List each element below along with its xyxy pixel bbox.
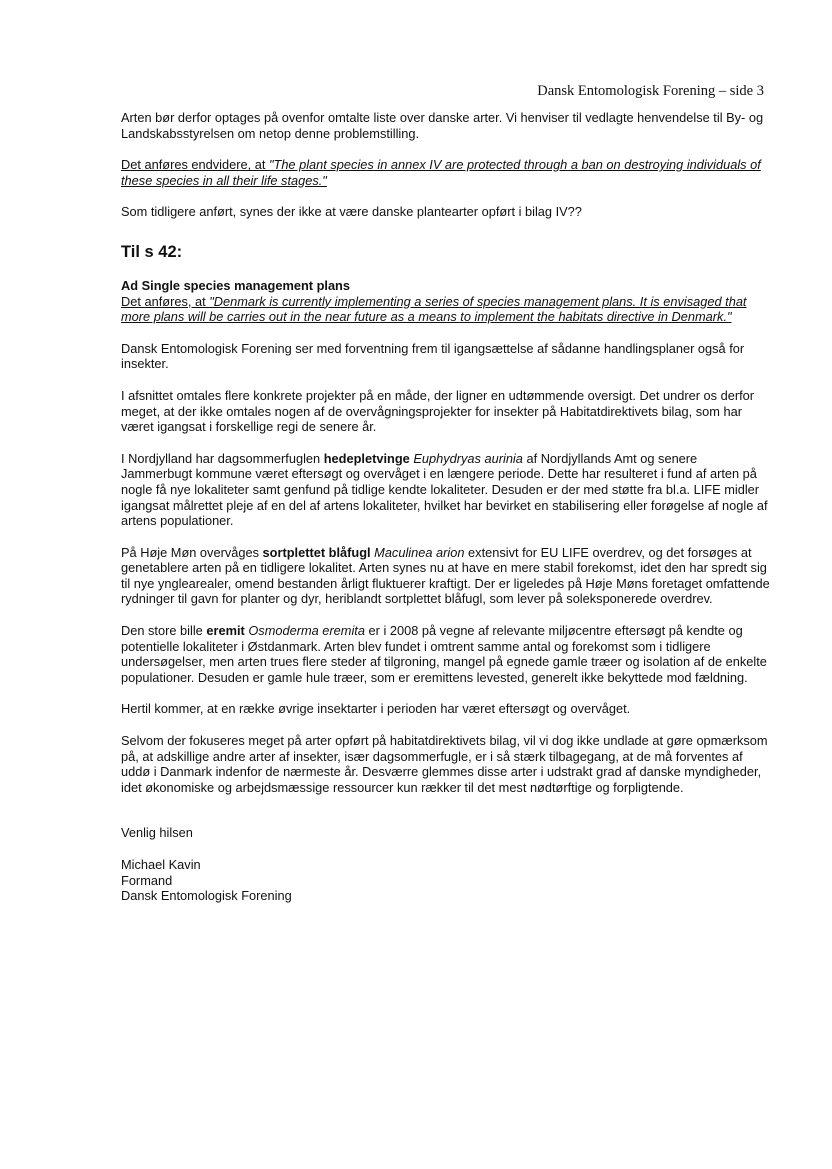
closing: Venlig hilsen <box>121 825 193 841</box>
paragraph-10: Hertil kommer, at en række øvrige insektarter i perioden har været eftersøgt og overvåget. <box>121 701 631 717</box>
paragraph-4-lead: Det anføres, at <box>121 293 210 309</box>
p9-text-a: Den store bille <box>121 623 207 639</box>
p7-text-b: af Nordjyllands Amt og senere Jammerbugt kommune været eftersøgt og overvåget i en længere periode. Dette har resulteret i fund af arten på nogle få nye lokaliteter samt genfund på tidlige kendte lokaliteter. Desuden er der med støtte fra bl.a. LIFE midler igangsat målrettet pleje af en del af artens lokaliteter, hvilket har bevirket en stabilisering eller forøgelse af nogle af artens populationer. <box>121 450 768 529</box>
paragraph-4-body <box>121 294 747 325</box>
p7-text-a: I Nordjylland har dagsommerfuglen <box>121 450 324 466</box>
paragraph-4 <box>121 278 771 325</box>
p9-text-b: er i 2008 på vegne af relevante miljøcentre eftersøgt på kendte og potentielle lokaliteter i Østdanmark. Arten blev fundet i omtrent samme antal og forekomst som i tidligere undersøgelser, men arten trues flere steder af tilgroning, mangel på egnede gamle træer og isolation af de enkelte populationer. Desuden er gamle hule træer, som er eremittens levested, generelt ikke bekyttede mod fældning. <box>121 623 767 685</box>
signer-name: Michael Kavin <box>121 857 201 872</box>
section-title: Til s 42: <box>121 242 183 261</box>
paragraph-5: Dansk Entomologisk Forening ser med forventning frem til igangsættelse af sådanne handlingsplaner også for insekter. <box>121 340 745 372</box>
paragraph-7 <box>121 451 771 529</box>
p9-species-name: eremit <box>206 623 245 639</box>
p8-text-a: På Høje Møn overvåges <box>121 544 263 560</box>
paragraph-11: Selvom der fokuseres meget på arter opført på habitatdirektivets bilag, vil vi dog ikke undlade at gøre opmærksom på, at adskillige andre arter af insekter, især dagsommerfugle, er i så stærk tilbagegang, at de må forventes af uddø i Danmark indenfor de nærmeste år. Desværre glemmes disse arter i udstrakt grad af danske myndigheder, idet økonomiske og arbejdsmæssige ressourcer kun rækker til det mest nødtørftige og forpligtende. <box>121 733 768 795</box>
paragraph-1: Arten bør derfor optages på ovenfor omtalte liste over danske arter. Vi henviser til vedlagte henvendelse til By- og Landskabsstyrelsen om netop denne problemstilling. <box>121 110 764 141</box>
paragraph-3: Som tidligere anført, synes der ikke at være danske plantearter opført i bilag IV?? <box>121 204 582 220</box>
p7-species-name: hedepletvinge <box>323 450 410 466</box>
p7-latin-name: Euphydryas aurinia <box>413 450 523 466</box>
paragraph-4-quote: "Denmark is currently implementing a series of species management plans. It is envisaged that more plans will be carries out in the near future as a means to implement the habitats directive in Denmark." <box>121 293 747 325</box>
signature-block <box>121 857 771 904</box>
paragraph-9 <box>121 623 771 685</box>
paragraph-8 <box>121 545 771 607</box>
signer-organization: Dansk Entomologisk Forening <box>121 888 292 904</box>
paragraph-2-lead: Det anføres endvidere, at <box>121 157 269 173</box>
paragraph-2 <box>121 157 771 188</box>
p8-text-b: extensivt for EU LIFE overdrev, og det forsøges at genetablere arten på en tidligere lokalitet. Arten synes nu at have en mere stabil forekomst, idet den har spredt sig til nye ynglearealer, omend bestanden årligt fluktuerer kraftigt. Der er ligeledes på Høje Møns foretaget omfattende rydninger til gavn for planter og dyr, heriblandt sortplettet blåfugl, som lever på soleksponerede overdrev. <box>121 544 770 607</box>
signer-title: Formand <box>121 872 173 888</box>
paragraph-6: I afsnittet omtales flere konkrete projekter på en måde, der ligner en udtømmende oversigt. Det undrer os derfor meget, at der ikke omtales nogen af de overvågningsprojekter for insekter på Habitatdirektivets bilag, som har været igangsat i forskellige regi de senere år. <box>121 387 755 435</box>
p9-latin-name: Osmoderma eremita <box>248 623 365 639</box>
p8-latin-name: Maculinea arion <box>374 544 465 560</box>
p8-species-name: sortplettet blåfugl <box>262 544 371 560</box>
page-header: Dansk Entomologisk Forening – side 3 <box>537 83 764 99</box>
subheading: Ad Single species management plans <box>121 277 350 293</box>
paragraph-2-quote: "The plant species in annex IV are protected through a ban on destroying individuals of these species in all their life stages." <box>121 157 761 188</box>
document-body <box>121 110 771 920</box>
